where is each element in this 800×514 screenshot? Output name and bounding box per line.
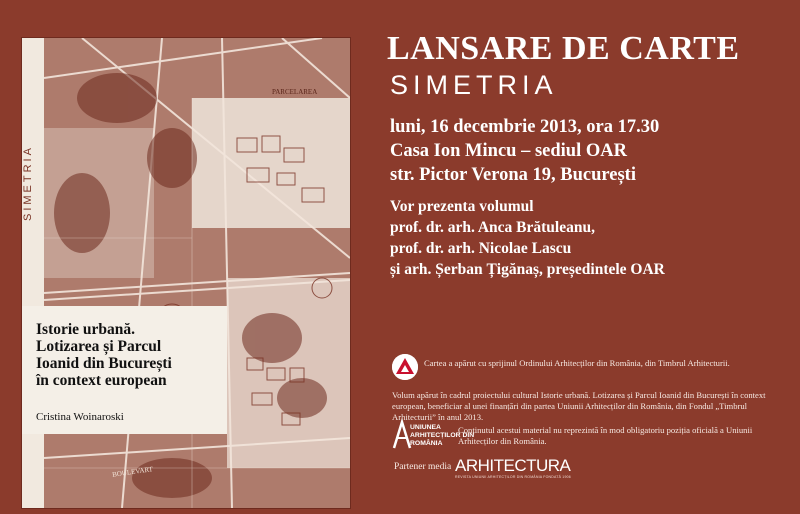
urban-plan-illustration <box>22 38 350 508</box>
uar-line: ARHITECȚILOR DIN <box>410 432 475 439</box>
event-venue: Casa Ion Mincu – sediul OAR <box>390 141 627 161</box>
book-title-line: Ioanid din București <box>36 355 172 372</box>
arhitectura-logo: ARHITECTURA <box>455 456 571 475</box>
book-author: Cristina Woinaroski <box>36 411 124 423</box>
uar-line: UNIUNEA <box>410 424 441 431</box>
arhitectura-logo-subtitle: REVISTA UNIUNII ARHITECȚILOR DIN ROMÂNIA FONDATĂ 1906 <box>455 475 571 479</box>
presenter: și arh. Șerban Țigănaș, președintele OAR <box>390 261 665 278</box>
event-address: str. Pictor Verona 19, București <box>390 165 636 185</box>
book-title-line: Istorie urbană. <box>36 321 136 338</box>
support-note: Cartea a apărut cu sprijinul Ordinului Arhitecților din România, din Timbrul Arhitecturii. <box>424 358 730 368</box>
oar-logo-icon <box>392 354 418 380</box>
presenters-intro: Vor prezenta volumul <box>390 198 534 215</box>
book-cover <box>22 38 350 508</box>
presenter: prof. dr. arh. Nicolae Lascu <box>390 240 572 257</box>
disclaimer-note: Conținutul acestui material nu reprezintă în mod obligatoriu poziția oficială a Uniunii Arhitecților din România. <box>458 425 753 446</box>
map-label-parcelarea: PARCELAREA <box>272 88 318 96</box>
event-date: luni, 16 decembrie 2013, ora 17.30 <box>390 117 660 137</box>
map-label-boulevart: BOULEVART <box>111 465 154 479</box>
project-note: Volum apărut în cadrul proiectului cultural Istorie urbană. Lotizarea și Parcul Ioanid din București în context european, beneficiar al unei finanțări din partea Uniunii Arhitecților din România, din Fondul „Timbrul Arhitecturii” în anul 2013. <box>392 390 766 422</box>
media-partner-label: Partener media <box>394 462 452 472</box>
uar-line: ROMÂNIA <box>410 440 443 447</box>
presenter: prof. dr. arh. Anca Brătuleanu, <box>390 219 595 236</box>
book-title-line: în context european <box>36 372 167 389</box>
publisher-name: SIMETRIA <box>390 70 558 100</box>
book-title-line: Lotizarea și Parcul <box>36 338 162 355</box>
spine-title: SIMETRIA <box>22 145 34 221</box>
page-title: LANSARE DE CARTE <box>387 30 740 67</box>
book-title <box>36 321 226 389</box>
